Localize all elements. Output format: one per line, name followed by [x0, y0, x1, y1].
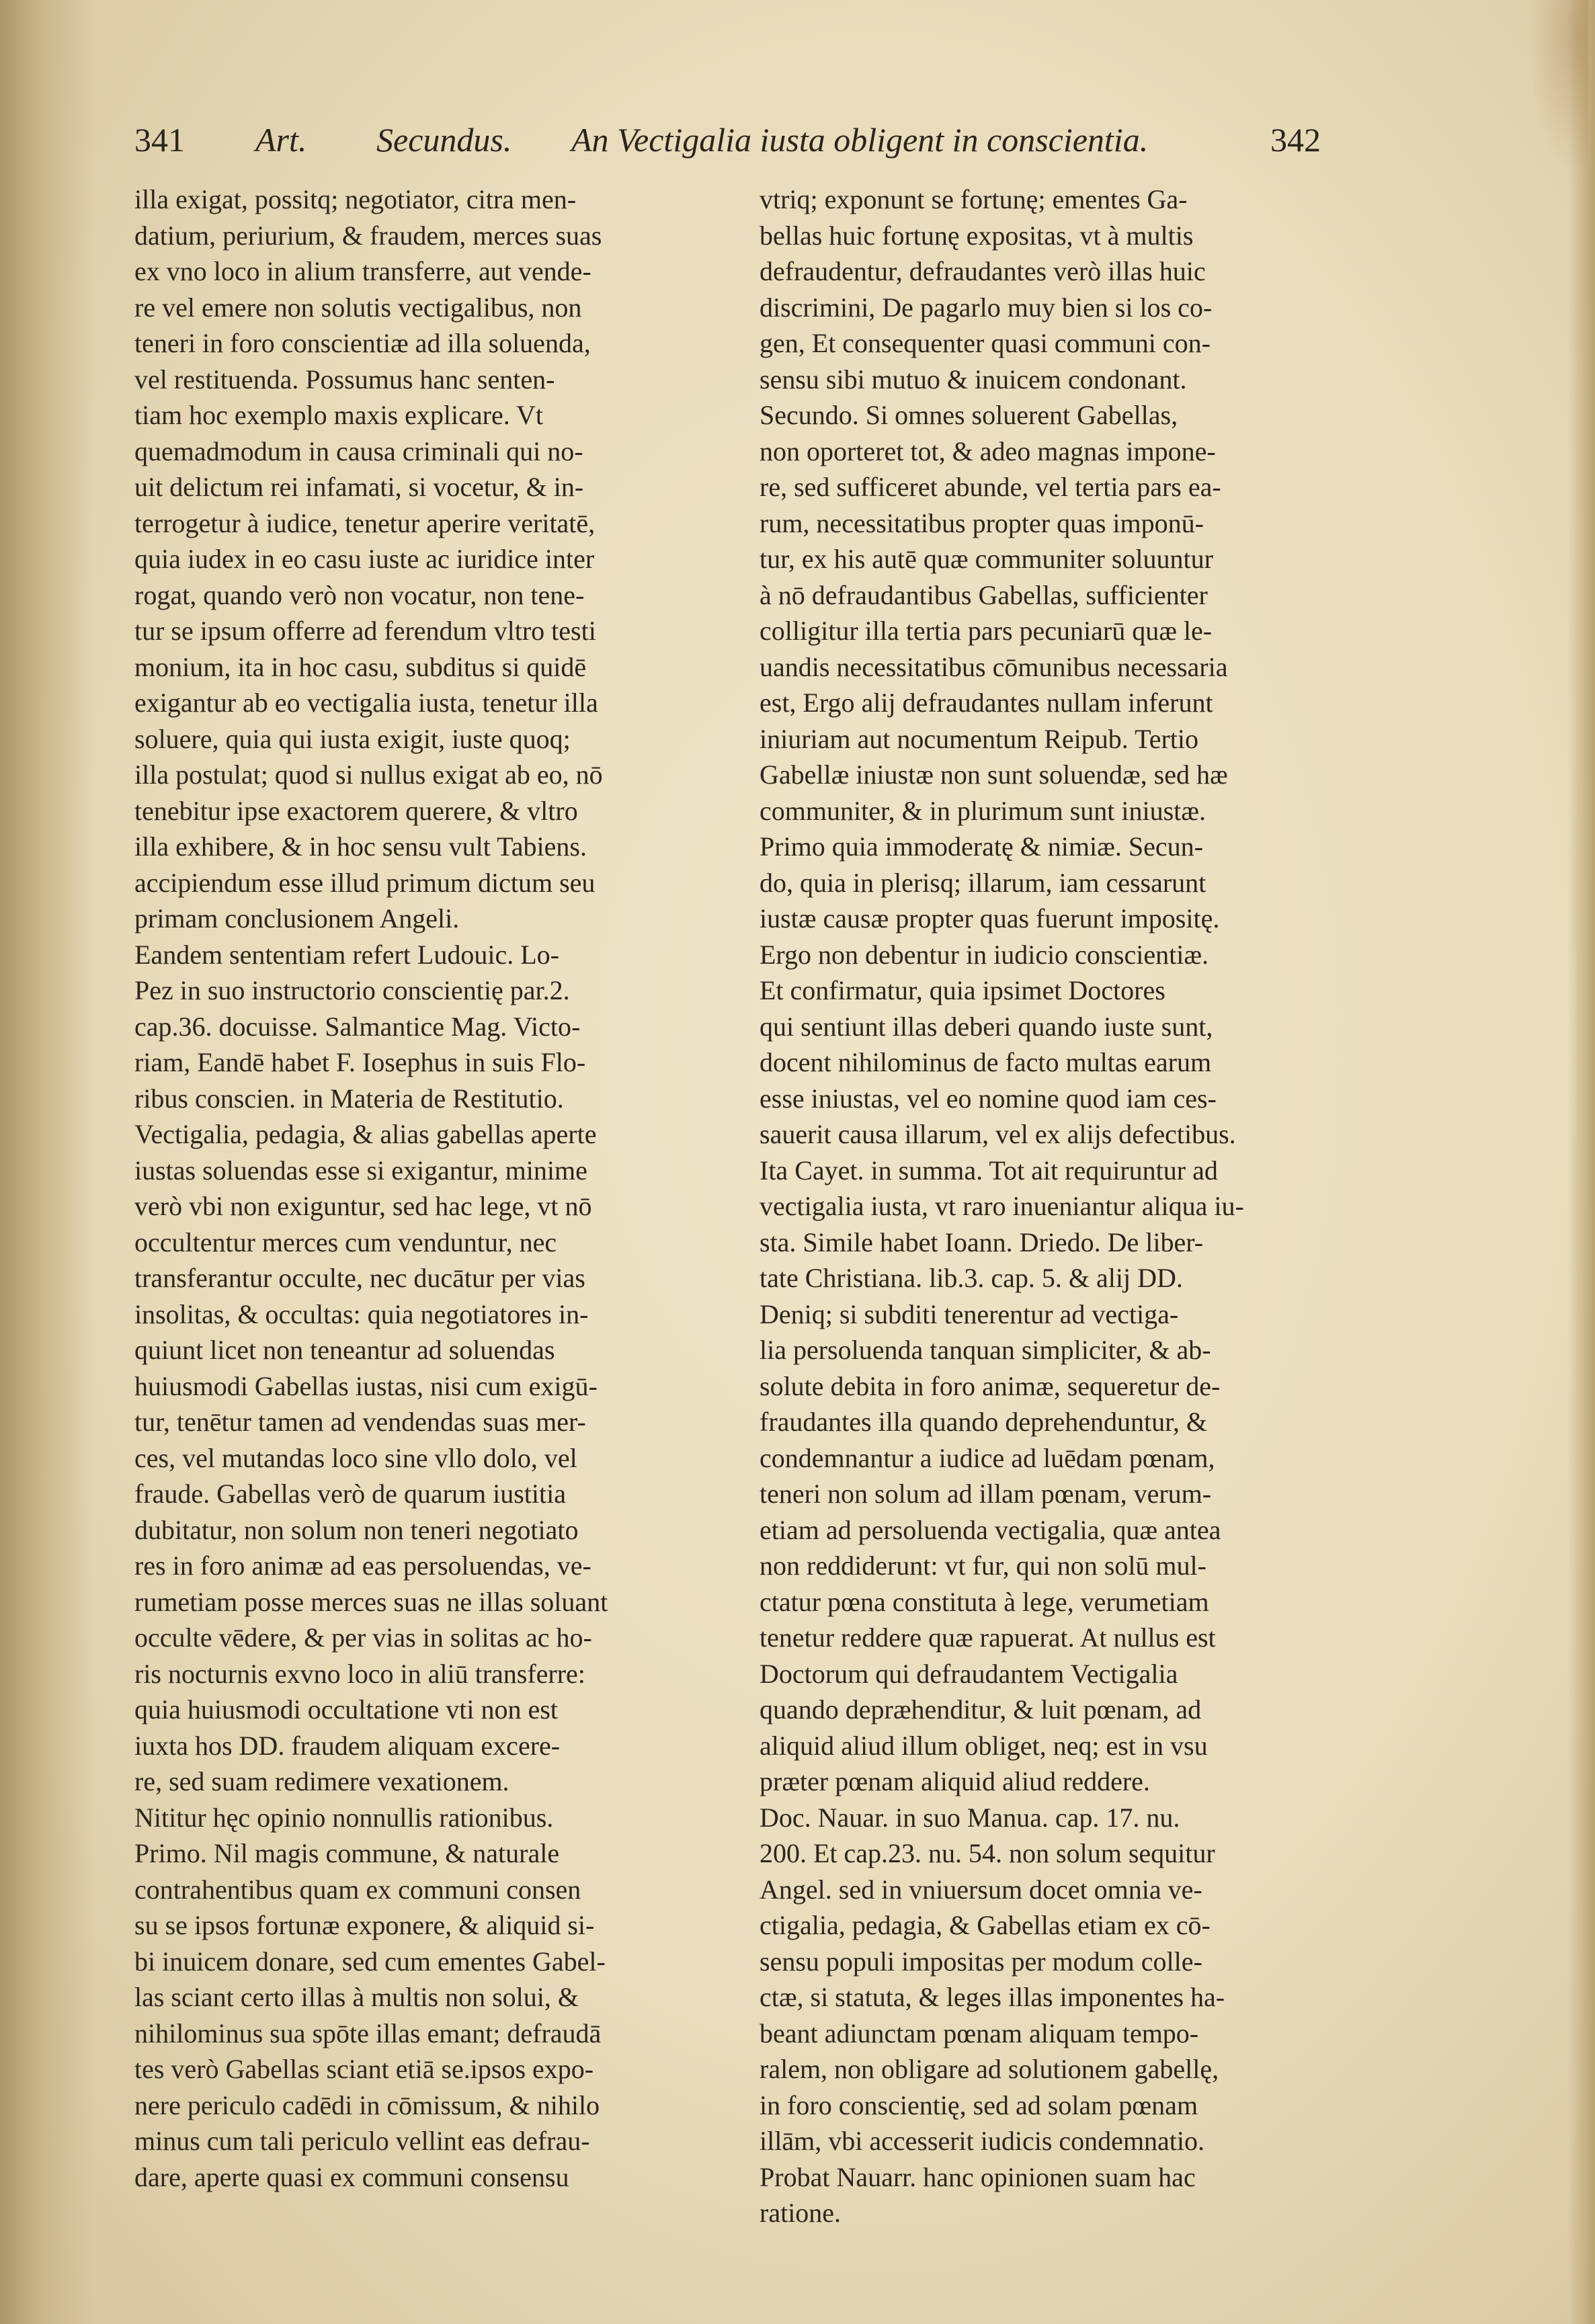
text-line: tenebitur ipse exactorem querere, & vltro — [134, 795, 578, 826]
text-line: transferantur occulte, nec ducātur per vias — [134, 1263, 585, 1293]
text-line: occultentur merces cum venduntur, nec — [134, 1227, 557, 1257]
text-line: rum, necessitatibus propter quas imponū- — [760, 507, 1204, 538]
text-line: Ita Cayet. in summa. Tot ait requiruntur ad — [760, 1155, 1218, 1186]
text-line: qui sentiunt illas deberi quando iuste sunt, — [760, 1011, 1213, 1042]
text-line: uandis necessitatibus cōmunibus necessaria — [760, 651, 1228, 682]
text-line: ratione. — [760, 2198, 842, 2228]
text-line: accipiendum esse illud primum dictum seu — [134, 867, 596, 898]
text-line: iuxta hos DD. fraudem aliquam excere- — [134, 1730, 561, 1761]
text-line: in foro conscientię, sed ad solam pœnam — [760, 2089, 1198, 2120]
page-number-right: 342 — [1270, 121, 1321, 159]
text-line: quando depræhenditur, & luit pœnam, ad — [760, 1694, 1202, 1725]
text-line: Pez in suo instructorio conscientię par.2. — [134, 975, 570, 1005]
text-line: tes verò Gabellas sciant etiā se.ipsos expo- — [134, 2054, 594, 2084]
text-line: teneri in foro conscientiæ ad illa soluenda, — [134, 328, 591, 358]
text-line: gen, Et consequenter quasi communi con- — [760, 328, 1211, 358]
text-line: sta. Simile habet Ioann. Driedo. De liber- — [760, 1227, 1204, 1257]
text-line: rogat, quando verò non vocatur, non tene- — [134, 579, 585, 610]
text-line: dare, aperte quasi ex communi consensu — [134, 2161, 569, 2192]
text-line: quiunt licet non teneantur ad soluendas — [134, 1335, 555, 1365]
text-line: quia iudex in eo casu iuste ac iuridice inter — [134, 544, 595, 574]
text-line: sensu sibi mutuo & inuicem condonant. — [760, 364, 1187, 395]
text-line: 200. Et cap.23. nu. 54. non solum sequitur — [760, 1838, 1215, 1868]
page-edge — [1568, 0, 1595, 2324]
text-line: Vectigalia, pedagia, & alias gabellas aperte — [134, 1119, 597, 1149]
text-line: datium, periurium, & fraudem, merces suas — [134, 220, 602, 251]
text-line: esse iniustas, vel eo nomine quod iam ces- — [760, 1083, 1217, 1114]
text-line: teneri non solum ad illam pœnam, verum- — [760, 1479, 1212, 1509]
text-line: Probat Nauarr. hanc opinionen suam hac — [760, 2161, 1196, 2192]
text-line: Deniq; si subditi tenerentur ad vectiga- — [760, 1298, 1179, 1329]
text-line: Primo. Nil magis commune, & naturale — [134, 1838, 560, 1868]
text-line: à nō defraudantibus Gabellas, sufficienter — [760, 579, 1208, 610]
text-line: exigantur ab eo vectigalia iusta, tenetur illa — [134, 688, 598, 718]
running-title-art: Art. — [255, 121, 307, 159]
text-line: illām, vbi accesserit iudicis condemnatio. — [760, 2126, 1205, 2156]
text-line: est, Ergo alij defraudantes nullam inferunt — [760, 688, 1213, 718]
text-line: quia huiusmodi occultatione vti non est — [134, 1694, 558, 1725]
text-line: Primo quia immoderatę & nimiæ. Secun- — [760, 831, 1203, 862]
text-line: bi inuicem donare, sed cum ementes Gabel- — [134, 1946, 606, 1977]
running-title-secundus: Secundus. — [376, 121, 512, 159]
text-line: rumetiam posse merces suas ne illas soluant — [134, 1586, 608, 1617]
text-line: contrahentibus quam ex communi consen — [134, 1874, 581, 1905]
text-line: Secundo. Si omnes soluerent Gabellas, — [760, 400, 1178, 430]
page-number-left: 341 — [134, 121, 185, 159]
text-line: re, sed sufficeret abunde, vel tertia pars ea- — [760, 472, 1221, 502]
text-line: re vel emere non solutis vectigalibus, non — [134, 292, 582, 323]
text-line: ces, vel mutandas loco sine vllo dolo, vel — [134, 1442, 577, 1473]
text-line: etiam ad persoluenda vectigalia, quæ antea — [760, 1514, 1221, 1545]
text-line: tiam hoc exemplo maxis explicare. Vt — [134, 400, 543, 430]
text-line: res in foro animæ ad eas persoluendas, ve- — [134, 1550, 591, 1581]
text-line: iustas soluendas esse si exigantur, minime — [134, 1155, 587, 1186]
text-line: do, quia in plerisq; illarum, iam cessarunt — [760, 867, 1207, 898]
text-line: Doctorum qui defraudantem Vectigalia — [760, 1658, 1178, 1689]
text-line: riam, Eandē habet F. Iosephus in suis Flo- — [134, 1047, 586, 1077]
text-line: ribus conscien. in Materia de Restitutio. — [134, 1083, 564, 1114]
text-line: ctæ, si statuta, & leges illas imponentes ha- — [760, 1982, 1225, 2012]
text-line: nihilominus sua spōte illas emant; defraudā — [134, 2018, 602, 2048]
text-line: uit delictum rei infamati, si vocetur, & in- — [134, 472, 584, 502]
text-line: Eandem sententiam refert Ludouic. Lo- — [134, 939, 559, 970]
text-line: quemadmodum in causa criminali qui no- — [134, 435, 583, 466]
text-line: ris nocturnis exvno loco in aliū transferre: — [134, 1658, 585, 1689]
text-line: non oporteret tot, & adeo magnas impone- — [760, 435, 1216, 466]
text-line: vectigalia iusta, vt raro inueniantur aliqua iu- — [760, 1191, 1244, 1221]
text-line: Angel. sed in vniuersum docet omnia ve- — [760, 1874, 1202, 1905]
text-line: tur, ex his autē quæ communiter soluuntur — [760, 544, 1213, 574]
paper-stain — [1528, 0, 1588, 175]
text-line: beant adiunctam pœnam aliquam tempo- — [760, 2018, 1199, 2048]
running-header — [134, 113, 1333, 167]
text-line: ralem, non obligare ad solutionem gabellę, — [760, 2054, 1219, 2084]
text-line: communiter, & in plurimum sunt iniustæ. — [760, 795, 1206, 826]
text-line: lia persoluenda tanquan simpliciter, & ab- — [760, 1335, 1211, 1365]
text-line: insolitas, & occultas: quia negotiatores in- — [134, 1298, 589, 1329]
text-line: tenetur reddere quæ rapuerat. At nullus est — [760, 1622, 1216, 1653]
text-line: Gabellæ iniustæ non sunt soluendæ, sed hæ — [760, 759, 1228, 790]
text-line: minus cum tali periculo vellint eas defrau- — [134, 2126, 590, 2156]
text-line: non reddiderunt: vt fur, qui non solū mul- — [760, 1550, 1207, 1581]
text-line: fraudantes illa quando deprehenduntur, & — [760, 1407, 1207, 1437]
text-line: verò vbi non exiguntur, sed hac lege, vt nō — [134, 1191, 592, 1221]
text-line: occulte vēdere, & per vias in solitas ac ho- — [134, 1622, 592, 1653]
text-line: Et confirmatur, quia ipsimet Doctores — [760, 975, 1165, 1005]
text-line: primam conclusionem Angeli. — [134, 903, 460, 933]
text-line: dubitatur, non solum non teneri negotiato — [134, 1514, 579, 1545]
text-line: tur se ipsum offerre ad ferendum vltro testi — [134, 616, 596, 646]
text-line: docent nihilominus de facto multas earum — [760, 1047, 1212, 1077]
text-line: vel restituenda. Possumus hanc senten- — [134, 364, 555, 395]
text-line: re, sed suam redimere vexationem. — [134, 1766, 509, 1796]
text-line: ctigalia, pedagia, & Gabellas etiam ex cō- — [760, 1910, 1211, 1940]
text-line: tate Christiana. lib.3. cap. 5. & alij DD. — [760, 1263, 1183, 1293]
text-line: illa postulat; quod si nullus exigat ab eo, nō — [134, 759, 603, 790]
text-line: Ergo non debentur in iudicio conscientiæ. — [760, 939, 1209, 970]
text-line: illa exigat, possitq; negotiator, citra men- — [134, 184, 577, 214]
text-line: sensu populi impositas per modum colle- — [760, 1946, 1202, 1977]
text-line: præter pœnam aliquid aliud reddere. — [760, 1766, 1150, 1796]
text-line: iniuriam aut nocumentum Reipub. Tertio — [760, 723, 1199, 754]
text-line: su se ipsos fortunæ exponere, & aliquid si- — [134, 1910, 595, 1940]
text-line: vtriq; exponunt se fortunę; ementes Ga- — [760, 184, 1188, 214]
text-line: iustæ causæ propter quas fuerunt impositę. — [760, 903, 1220, 933]
text-line: condemnantur a iudice ad luēdam pœnam, — [760, 1442, 1215, 1473]
text-line: illa exhibere, & in hoc sensu vult Tabiens. — [134, 831, 587, 862]
text-line: defraudentur, defraudantes verò illas huic — [760, 256, 1206, 286]
text-line: cap.36. docuisse. Salmantice Mag. Victo- — [134, 1011, 581, 1042]
text-line: Doc. Nauar. in suo Manua. cap. 17. nu. — [760, 1802, 1180, 1833]
text-line: soluere, quia qui iusta exigit, iuste quoq; — [134, 723, 571, 754]
text-line: ex vno loco in alium transferre, aut vende- — [134, 256, 591, 286]
text-line: bellas huic fortunę expositas, vt à multis — [760, 220, 1194, 251]
text-line: monium, ita in hoc casu, subditus si quidē — [134, 651, 587, 682]
text-line: terrogetur à iudice, tenetur aperire veritatē, — [134, 507, 596, 538]
right-text-column — [760, 181, 1324, 2231]
text-line: Nititur hęc opinio nonnullis rationibus. — [134, 1802, 554, 1833]
text-line: huiusmodi Gabellas iustas, nisi cum exigū- — [134, 1370, 598, 1401]
text-line: colligitur illa tertia pars pecuniarū quæ le- — [760, 616, 1213, 646]
text-line: discrimini, De pagarlo muy bien si los co- — [760, 292, 1213, 323]
text-line: sauerit causa illarum, vel ex alijs defectibus. — [760, 1119, 1236, 1149]
left-text-column — [134, 181, 692, 2195]
gutter-shadow — [0, 0, 94, 2324]
text-line: solute debita in foro animæ, sequeretur de- — [760, 1370, 1221, 1401]
text-line: aliquid aliud illum obliget, neq; est in vsu — [760, 1730, 1208, 1761]
text-line: fraude. Gabellas verò de quarum iustitia — [134, 1479, 566, 1509]
text-line: nere periculo cadēdi in cōmissum, & nihilo — [134, 2089, 600, 2120]
text-line: tur, tenētur tamen ad vendendas suas mer- — [134, 1407, 586, 1437]
text-line: ctatur pœna constituta à lege, verumetiam — [760, 1586, 1209, 1617]
text-line: las sciant certo illas à multis non solui, & — [134, 1982, 579, 2012]
running-title-question: An Vectigalia iusta obligent in conscientia. — [571, 121, 1149, 159]
